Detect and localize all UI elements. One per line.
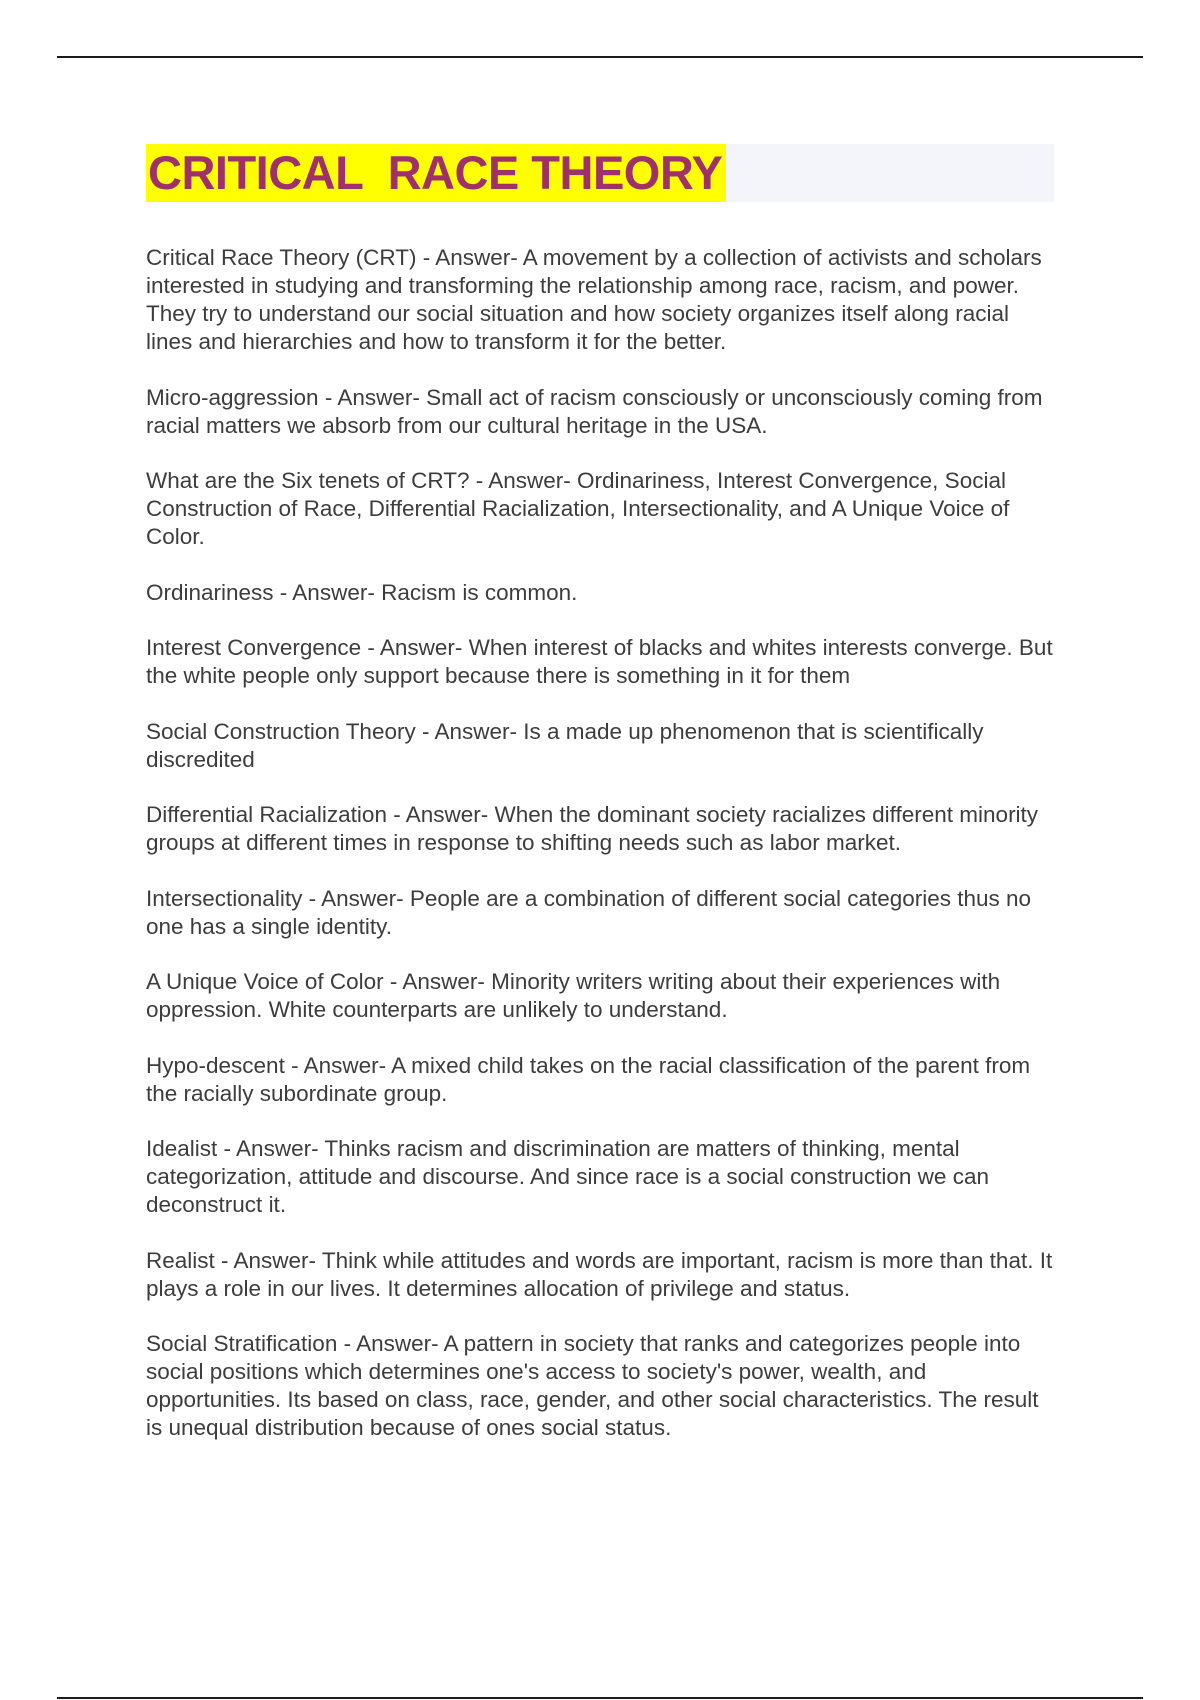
entry-social-construction-theory: Social Construction Theory - Answer- Is a made up phenomenon that is scientifically discredited	[146, 718, 984, 772]
bottom-rule	[57, 1697, 1143, 1699]
entry-realist: Realist - Answer- Think while attitudes and words are important, racism is more than that. It plays a role in our lives. It determines allocation of privilege and status.	[146, 1247, 1053, 1301]
entry-intersectionality: Intersectionality - Answer- People are a combination of different social categories thus no one has a single identity.	[146, 885, 1032, 939]
entry-six-tenets: What are the Six tenets of CRT? - Answer- Ordinariness, Interest Convergence, Social Construction of Race, Differential Racialization, Intersectionality, and A Unique Voice of Color.	[146, 468, 1010, 549]
top-rule	[57, 56, 1143, 58]
entry-idealist: Idealist - Answer- Thinks racism and discrimination are matters of thinking, mental categorization, attitude and discourse. And since race is a social construction we can deconstruct it.	[146, 1136, 989, 1217]
entry-hypo-descent: Hypo-descent - Answer- A mixed child takes on the racial classification of the parent from the racially subordinate group.	[146, 1052, 1031, 1106]
document-title: CRITICAL RACE THEORY	[146, 144, 726, 202]
entry-list	[146, 244, 1061, 1470]
entry-ordinariness: Ordinariness - Answer- Racism is common.	[146, 579, 578, 605]
entry-unique-voice-of-color: A Unique Voice of Color - Answer- Minority writers writing about their experiences with oppression. White counterparts are unlikely to understand.	[146, 969, 1001, 1022]
entry-micro-aggression: Micro-aggression - Answer- Small act of racism consciously or unconsciously coming from racial matters we absorb from our cultural heritage in the USA.	[146, 384, 1043, 438]
entry-interest-convergence: Interest Convergence - Answer- When interest of blacks and whites interests converge. But the white people only support because there is something in it for them	[146, 635, 1053, 688]
entry-social-stratification: Social Stratification - Answer- A pattern in society that ranks and categorizes people into social positions which determines one's access to society's power, wealth, and opportunities. Its based on class, race, gender, and other social characteristics. The result is unequal distribution because of ones social status.	[146, 1331, 1039, 1440]
entry-critical-race-theory: Critical Race Theory (CRT) - Answer- A movement by a collection of activists and scholars interested in studying and transforming the relationship among race, racism, and power. They try to understand our social situation and how society organizes itself along racial lines and hierarchies and how to transform it for the better.	[146, 245, 1042, 354]
entry-differential-racialization: Differential Racialization - Answer- When the dominant society racializes different minority groups at different times in response to shifting needs such as labor market.	[146, 802, 1039, 855]
